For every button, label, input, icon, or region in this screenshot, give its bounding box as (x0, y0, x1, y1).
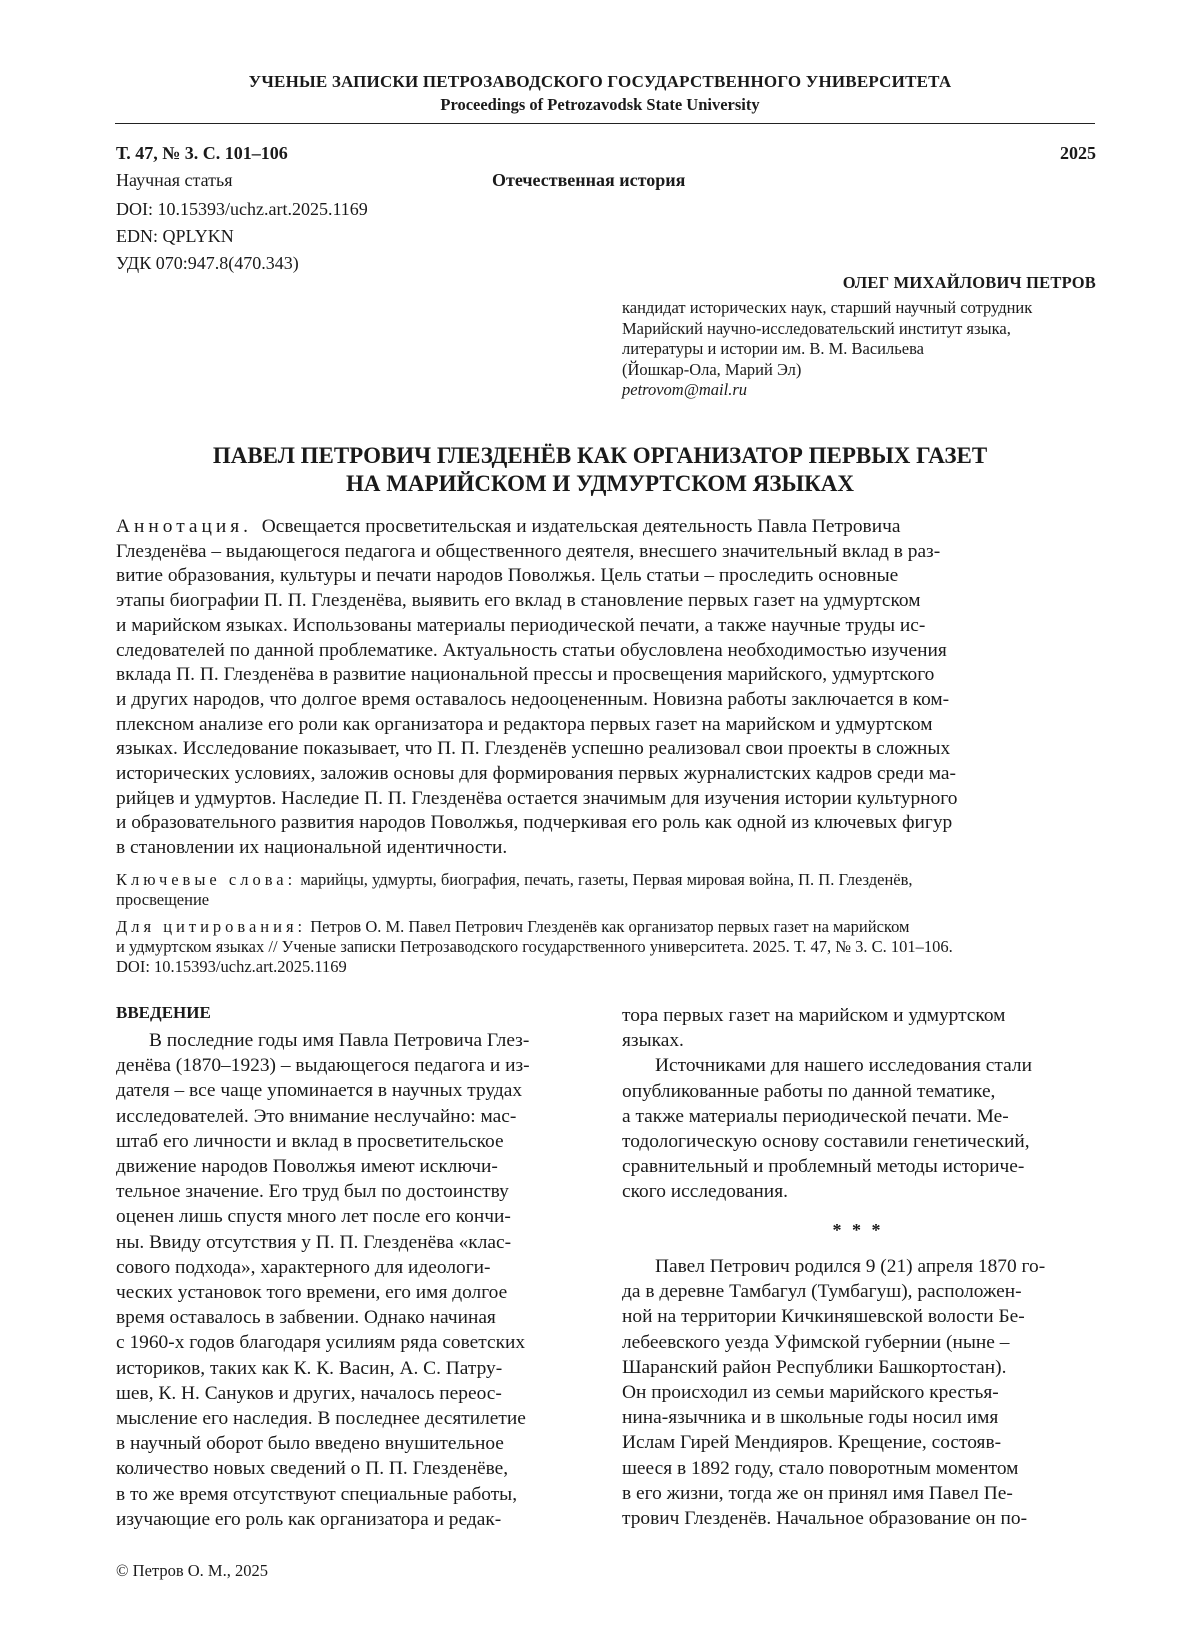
citation (116, 917, 1094, 957)
title-line: ПАВЕЛ ПЕТРОВИЧ ГЛЕЗДЕНЁВ КАК ОРГАНИЗАТОР ПЕРВЫХ ГАЗЕТ (212, 443, 988, 468)
body-line: в то же время отсутствуют специальные работы, (116, 1483, 518, 1505)
title-line: НА МАРИЙСКОМ И УДМУРТСКОМ ЯЗЫКАХ (345, 471, 855, 496)
body-line: ческих установок того времени, его имя долгое (116, 1282, 508, 1304)
doi: DOI: 10.15393/uchz.art.2025.1169 (116, 199, 368, 219)
annotation-text: Освещается просветительская и издательская деятельность Павла Петровича (261, 516, 901, 537)
article-type: Научная статья (116, 170, 233, 190)
body-line: лебеевского уезда Уфимской губернии (ныне – (622, 1331, 1010, 1353)
body-line: оценен лишь спустя много лет после его кончи- (116, 1206, 511, 1228)
body-line: а также материалы периодической печати. Ме- (622, 1105, 1009, 1127)
body-line: ной на территории Кичкиняшевской волости Бе- (622, 1306, 1025, 1328)
edn: EDN: QPLYKN (116, 226, 234, 246)
annotation-line: в становлении их национальной идентичности. (116, 837, 508, 859)
body-line: шееся в 1892 году, стало поворотным моментом (622, 1457, 1019, 1479)
citation-label: Для цитирования: (116, 917, 307, 936)
volume-info: Т. 47, № 3. С. 101–106 (116, 143, 288, 163)
annotation (116, 515, 1094, 861)
annotation-line: вклада П. П. Глезденёва в развитие национальной прессы и просвещения марийского, удмуртского (116, 664, 935, 686)
keywords-line: просвещение (116, 890, 210, 909)
body-line: в научный оборот было введено внушительное (116, 1433, 504, 1455)
body-line: изучающие его роль как организатора и редак- (116, 1508, 502, 1530)
journal-subtitle: Proceedings of Petrozavodsk State University (440, 95, 760, 114)
article-title (0, 442, 1200, 498)
citation-line: и удмуртском языках // Ученые записки Петрозаводского государственного университета. 2025. Т. 47, № 3. С. 101–106. (116, 937, 953, 956)
body-line: ны. Ввиду отсутствия у П. П. Глезденёва «клас- (116, 1231, 512, 1253)
body-line: трович Глезденёв. Начальное образование он по- (622, 1508, 1028, 1530)
body-line: опубликованные работы по данной тематике, (622, 1080, 996, 1102)
annotation-line: Глезденёва – выдающегося педагога и общественного деятеля, внесшего значительный вклад в раз- (116, 540, 941, 562)
body-line: движение народов Поволжья имеют исключи- (116, 1156, 498, 1178)
annotation-line: и образовательного развития народов Поволжья, подчеркивая его роль как одной из ключевых фигур (116, 812, 953, 834)
journal-title: УЧЕНЫЕ ЗАПИСКИ ПЕТРОЗАВОДСКОГО ГОСУДАРСТВЕННОГО УНИВЕРСИТЕТА (248, 72, 952, 91)
body-column-right (622, 1003, 1032, 1205)
body-line: Ислам Гирей Мендияров. Крещение, состояв- (622, 1432, 1002, 1454)
section-separator: * * * (832, 1220, 884, 1240)
annotation-line: этапы биографии П. П. Глезденёва, выявить его вклад в становление первых газет на удмуртском (116, 590, 921, 612)
annotation-line: и марийском языках. Использованы материалы периодической печати, а также научные труды ис- (116, 614, 926, 636)
citation-text: Петров О. М. Павел Петрович Глезденёв как организатор первых газет на марийском (310, 917, 910, 936)
body-line: нина-язычника и в школьные годы носил имя (622, 1407, 999, 1429)
annotation-line: исторических условиях, заложив основы для формирования первых журналистских кадров среди ма- (116, 763, 956, 785)
affiliation-line: (Йошкар-Ола, Марий Эл) (622, 359, 802, 379)
annotation-line: языках. Исследование показывает, что П. П. Глезденёв успешно реализовал свои проекты в сложных (116, 738, 951, 760)
body-line: тельное значение. Его труд был по достоинству (116, 1181, 509, 1203)
publication-year: 2025 (1060, 143, 1096, 163)
body-line: шев, К. Н. Сануков и других, началось переос- (116, 1382, 502, 1404)
body-column-left (116, 1028, 530, 1532)
keywords-label: Ключевые слова: (116, 870, 297, 889)
copyright: © Петров О. М., 2025 (116, 1561, 268, 1580)
annotation-line: и других народов, что долгое время оставалось недооцененным. Новизна работы заключается в ком- (116, 688, 950, 710)
body-line: Он происходил из семьи марийского крестья- (622, 1382, 999, 1404)
annotation-line: рийцев и удмуртов. Наследие П. П. Глезденёва остается значимым для изучения истории культурного (116, 787, 958, 809)
header-divider (115, 123, 1095, 124)
keywords (116, 870, 1094, 910)
author-name: ОЛЕГ МИХАЙЛОВИЧ ПЕТРОВ (842, 273, 1096, 292)
affiliation-line: литературы и истории им. В. М. Васильева (622, 339, 924, 358)
body-line: с 1960-х годов благодаря усилиям ряда советских (116, 1332, 526, 1354)
body-line: тодологическую основу составили генетический, (622, 1131, 1030, 1153)
author-email[interactable]: petrovom@mail.ru (622, 380, 748, 399)
affiliation-line: кандидат исторических наук, старший научный сотрудник (622, 298, 1033, 317)
annotation-line: следователей по данной проблематике. Актуальность статьи обусловлена необходимостью изучения (116, 639, 947, 661)
udk: УДК 070:947.8(470.343) (116, 253, 299, 273)
annotation-label: Аннотация. (116, 516, 253, 537)
body-column-right-continued (622, 1254, 1045, 1531)
body-line: мысление его наследия. В последнее десятилетие (116, 1408, 526, 1430)
body-line: количество новых сведений о П. П. Глезденёве, (116, 1458, 509, 1480)
annotation-line (116, 515, 1094, 540)
annotation-line: плексном анализе его роли как организатора и редактора первых газет на марийском и удмуртском (116, 713, 933, 735)
body-line: сового подхода», характерного для идеологи- (116, 1256, 491, 1278)
body-line: историков, таких как К. К. Васин, А. С. Патру- (116, 1357, 503, 1379)
rubric: Отечественная история (492, 170, 686, 190)
body-line: Источниками для нашего исследования стали (655, 1055, 1032, 1077)
body-line: исследователей. Это внимание неслучайно: мас- (116, 1105, 517, 1127)
body-line: языках. (622, 1030, 684, 1052)
body-line: ского исследования. (622, 1181, 788, 1203)
body-line: тора первых газет на марийском и удмуртском (622, 1005, 1006, 1026)
body-line: Шаранский район Республики Башкортостан). (622, 1356, 1007, 1378)
citation-doi[interactable]: DOI: 10.15393/uchz.art.2025.1169 (116, 957, 347, 976)
keywords-line (116, 870, 1094, 890)
body-line: дателя – все чаще упоминается в научных трудах (116, 1080, 523, 1102)
body-line: Павел Петрович родился 9 (21) апреля 1870 го- (655, 1256, 1046, 1277)
body-line: да в деревне Тамбагул (Тумбагуш), расположен- (622, 1281, 1022, 1303)
body-line: денёва (1870–1923) – выдающегося педагога и из- (116, 1055, 530, 1077)
body-line: штаб его личности и вклад в просветительское (116, 1130, 504, 1152)
body-line: В последние годы имя Павла Петровича Глез- (149, 1030, 530, 1051)
author-affiliation (622, 298, 1032, 401)
annotation-line: витие образования, культуры и печати народов Поволжья. Цель статьи – проследить основные (116, 565, 899, 587)
body-line: время оставалось в забвении. Однако начиная (116, 1307, 496, 1329)
body-line: сравнительный и проблемный методы историче- (622, 1156, 1025, 1178)
section-heading: ВВЕДЕНИЕ (116, 1003, 211, 1022)
citation-line (116, 917, 1094, 937)
body-line: в его жизни, тогда же он принял имя Павел Пе- (622, 1482, 1013, 1504)
affiliation-line: Марийский научно-исследовательский институт языка, (622, 318, 1011, 338)
keywords-text: марийцы, удмурты, биография, печать, газеты, Первая мировая война, П. П. Глезденёв, (300, 870, 913, 889)
